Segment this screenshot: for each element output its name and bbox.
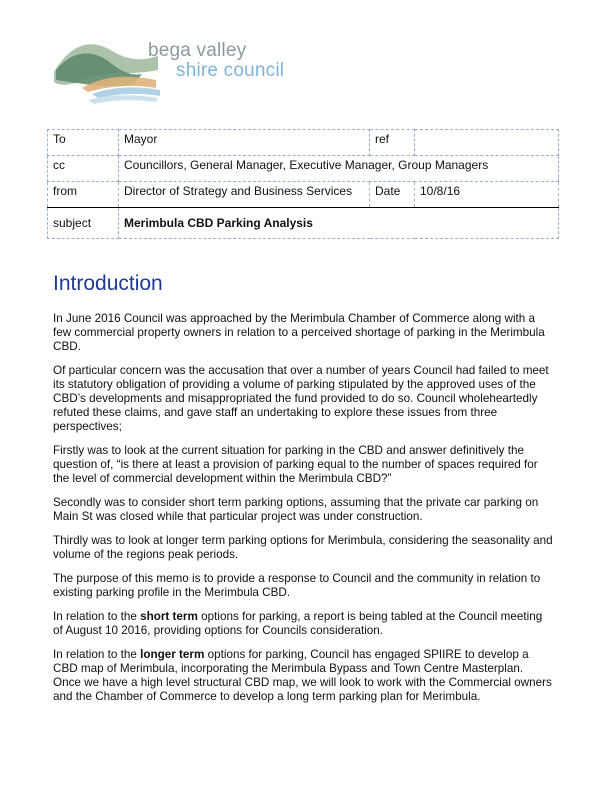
memo-row-subject [48, 208, 559, 239]
logo-text-line1: bega valley [148, 40, 247, 61]
paragraph [53, 610, 553, 638]
to-label: To [48, 130, 119, 156]
subject-label: subject [48, 208, 119, 239]
paragraph-text: options for parking, Council has engaged SPIIRE to develop a CBD map of Merimbula, incorporating the Merimbula Bypass and Town Centre Masterplan. Once we have a high level structural CBD map, we will look to work with the Commercial owners and the Chamber of Commerce to develop a long term parking plan for Merimbula. [53, 648, 552, 703]
section-heading: Introduction [53, 272, 163, 295]
council-logo [52, 30, 292, 110]
cc-label: cc [48, 156, 119, 182]
logo-text-line2: shire council [176, 60, 285, 81]
ref-value [415, 130, 559, 156]
subject-value: Merimbula CBD Parking Analysis [119, 208, 559, 239]
memo-body [53, 312, 553, 714]
paragraph: Thirdly was to look at longer term parking options for Merimbula, considering the seasonality and volume of the regions peak periods. [53, 534, 553, 561]
paragraph-text: In relation to the [53, 610, 141, 623]
from-label: from [48, 182, 119, 208]
paragraph: Of particular concern was the accusation that over a number of years Council had failed to meet its statutory obligation of providing a volume of parking stipulated by the approved uses of the CBD’s developments and misappropriated the fund provided to do so. Council wholeheartedly refuted these claims, and gave staff an undertaking to explore these issues from three perspectives; [53, 364, 549, 433]
from-value: Director of Strategy and Business Services [119, 182, 370, 208]
memo-row-to [48, 130, 559, 156]
paragraph: Firstly was to look at the current situation for parking in the CBD and answer definitively the question of, “is there at least a provision of parking equal to the number of spaces required for the level of commercial development within the Merimbula CBD?” [53, 444, 538, 485]
ref-label: ref [370, 130, 415, 156]
paragraph: Secondly was to consider short term parking options, assuming that the private car parking on Main St was closed while that particular project was under construction. [53, 496, 539, 523]
paragraph-text: options for parking, a report is being tabled at the Council meeting of August 10 2016, providing options for Councils consideration. [53, 610, 543, 637]
cc-value: Councillors, General Manager, Executive Manager, Group Managers [119, 156, 559, 182]
to-value: Mayor [119, 130, 370, 156]
memo-row-from [48, 182, 559, 208]
paragraph-text: In relation to the [53, 648, 141, 661]
landscape-logo-icon [52, 30, 162, 110]
paragraph [53, 648, 553, 704]
emphasis-longer-term: longer term [140, 648, 205, 661]
paragraph: The purpose of this memo is to provide a response to Council and the community in relation to existing parking profile in the Merimbula CBD. [53, 572, 541, 599]
date-label: Date [370, 182, 415, 208]
memo-header-table [47, 129, 559, 239]
paragraph: In June 2016 Council was approached by the Merimbula Chamber of Commerce along with a few commercial property owners in relation to a perceived shortage of parking in the Merimbula CBD. [53, 312, 545, 353]
emphasis-short-term: short term [140, 610, 198, 623]
date-value: 10/8/16 [415, 182, 559, 208]
memo-row-cc [48, 156, 559, 182]
